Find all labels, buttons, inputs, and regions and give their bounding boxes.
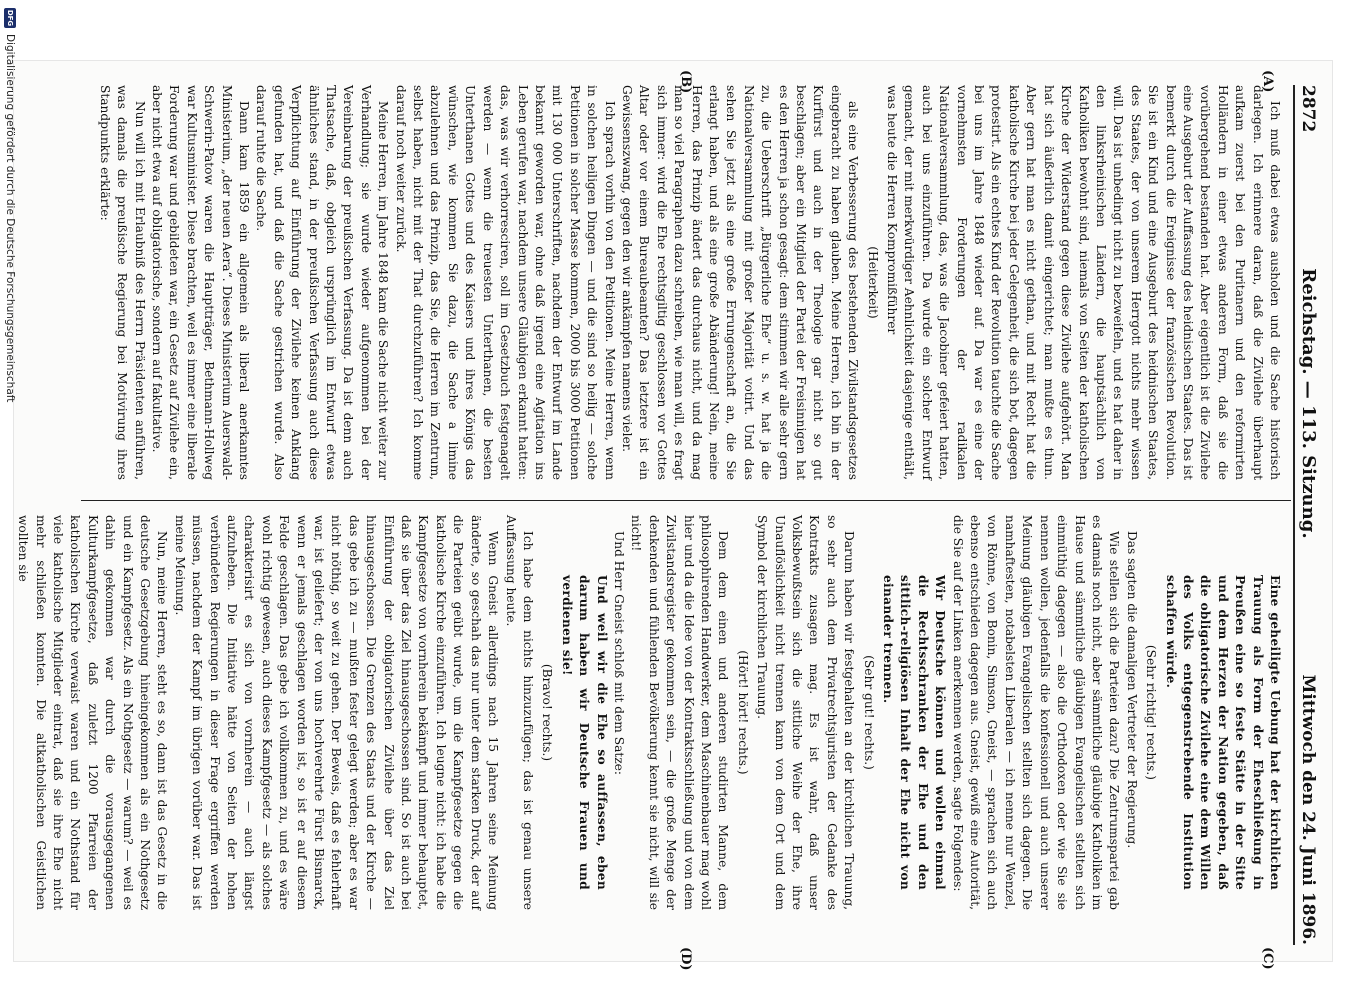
quotation: Eine geheiligte Uebung hat der kirchlichen Trauung als Form der Eheschließung in Preußen eine so feste Stätte in der Sitte und dem Herzen der Nation gegeben, daß die obligatorische Zivilehe eine dem Willen des Volks entgegenstrebende Institution schaffen würde. bbox=[1163, 575, 1282, 890]
margin-marker-c: (C) bbox=[1260, 947, 1275, 970]
quotation: Und weil wir die Ehe so auffassen, eben darum haben wir Deutsche Frauen und verdienen sie! bbox=[559, 575, 609, 890]
paragraph: Dann kam 1859 ein allgemein als liberal anerkanntes Ministerium, „der neuen Aera“. Dieses Ministerium Auerswald-Schwerin-Patow waren die Hauptträger, Bethmann-Hollweg war Kultusminister. Diese brachten, weil es immer eine liberale Forderung war und gebildeten war, ein Gesetz auf Zivilehe ein, aber nicht etwa auf obligatorische, sondern auf fakultative. bbox=[150, 85, 252, 480]
page-header bbox=[1293, 85, 1328, 945]
margin-marker-a: (A) bbox=[1260, 70, 1275, 93]
paragraph: Nun will ich mit Erlaubniß des Herrn Präsidenten anführen, was damals die preußische Regierung bei Motivirung ihres Standpunkts erklärte: bbox=[97, 85, 147, 480]
paragraph: Wenn Gneist allerdings nach 15 Jahren seine Meinung änderte, so geschah das nur unter dem starken Druck, der auf die Parteien geübt wurde, um die Kampfgesetze gegen die katholische Kirche einzuführen. Ich leugne nicht: ich habe die Kampfgesetze von vornherein bekämpft und immer behauptet, daß sie über das Ziel hinausgeschossen sind. So ist auch bei Einführung der obligatorischen Zivilehe über das Ziel hinausgeschossen. Die Grenzen des Staats und der Kirche — das gebe ich zu — mußten fester gelegt werden; aber es war nicht nöthig, so weit zu gehen. Der Beweis, daß es fehlerhaft war, ist geliefert; der von uns hochverehrte Fürst Bismarck, wenn er jemals geschlagen worden ist, so ist er auf diesem Felde geschlagen. Das gebe ich vollkommen zu, und es wäre wohl richtig gewesen, auch dieses Kampfgesetz — als solches charakterisirt es sich von vornherein — auch längst aufzuheben. Die Initiative hätte von Seiten der hohen verbündeten Regierungen in dieser Frage ergriffen werden müssen, nachdem der Kampf im übrigen vorüber war. Das ist meine Meinung. bbox=[172, 515, 501, 910]
session-date: Mittwoch den 24. Juni 1896. bbox=[1298, 674, 1318, 945]
paragraph: Ich muß dabei etwas ausholen und die Sache historisch darlegen. Ich erinnere daran, daß die Zivilehe überhaupt aufkam zuerst bei den Puritanern und den reformirten Holländern in einer etwas anderen Form, daß sie die vorübergehend bestanden hat. Aber eigentlich ist die Zivilehe eine Ausgeburt der Auffassung des heidnischen Staates. Das ist bemerkt durch die Ereignisse der französischen Revolution. Sie ist ein Kind und eine Ausgeburt des heidnischen Staates, des Staates, der von unserem Herrgott nichts mehr wissen will. Das ist unbedingt nicht zu bezweifeln, und es hat daher in den linksrheinischen Ländern, die hauptsächlich von Katholiken bewohnt sind, niemals von Seiten der katholischen Kirche der Widerstand gegen diese Zivilehe aufgehört. Man hat sich äußerlich damit eingerichtet; man mußte es thun. Aber gern hat man es nicht gethan, und mit Recht hat die katholische Kirche bei jeder Gelegenheit, die sich bot, dagegen protestirt. Als ein echtes Kind der Revolution tauchte die Sache bei uns im Jahre 1848 wieder auf. Da war es eine der vornehmsten Forderungen der radikalen Nationalversammlung, das, was die Jacobiner gefeiert hatten, auch bei uns einzuführen. Da wurde ein solcher Entwurf gemacht, der mit merkwürdiger Aehnlichkeit dasjenige enthält, was heute die Herren Kompromißführer bbox=[885, 85, 1282, 481]
paragraph: Wie stellen sich die Parteien dazu? Die Zentrumspartei gab es damals noch nicht, aber sämmtliche gläubige Katholiken im Hause und sämmtliche gläubigen Evangelischen stellten sich einmüthig dagegen — also die Orthodoxen oder wie Sie sie nennen wollen, jedenfalls die konfessionell und auch unserer Meinung gläubigen Evangelischen stellten sich dagegen. Die namhaftesten, notabelsten Liberalen — ich nenne nur Wenzel, von Rönne, von Bonin, Simson, Gneist, — sprachen sich auch ebenso entschieden dagegen aus. Gneist, gewiß eine Autorität, die Sie auf der Linken anerkennen werden, sagte Folgendes: bbox=[950, 515, 1122, 910]
paragraph: Ich habe dem nichts hinzuzufügen; das ist genau unsere Auffassung heute. bbox=[503, 515, 535, 910]
paragraph: Meine Herren, im Jahre 1848 kam die Sache nicht weiter zur Verhandlung; sie wurde wieder aufgenommen bei der Vereinbarung der preußischen Verfassung. Da ist denn auch Thatsache, daß, obgleich ursprünglich im Entwurf etwas ähnliches stand, in der preußischen Verfassung auch diese Verpflichtung auf Einführung der Zivilehe keinen Anklang gefunden hat, und daß die Sache gestrichen wurde. Also darauf ruhte die Sache. bbox=[254, 85, 391, 480]
interjection: (Bravo! rechts.) bbox=[540, 663, 555, 762]
column-divider bbox=[81, 500, 1291, 501]
right-column bbox=[16, 515, 1283, 910]
paragraph: Darum haben wir festgehalten an der kirchlichen Trauung, so sehr auch dem Privatrechtsjuristen der Gedanke des Kontrakts zusagen mag. Es ist wahr, daß unser Volksbewußtsein sich die sittliche Weihe der Ehe, ihre Unauflöslichkeit nicht trennen kann von dem Ort und dem Symbol der kirchlichen Trauung. bbox=[755, 515, 857, 910]
paragraph: Nun, meine Herren, steht es so, dann ist das Gesetz in die deutsche Gesetzgebung hineingekommen als ein Nothgesetz und ein Kampfgesetz. Als ein Nothgesetz — warum? — weil es dahin gekommen war durch die vorausgegangenen Kulturkampfgesetze, daß zuletzt 1200 Pfarreien der katholischen Kirche verwaist waren und ein Nothstand für viele katholische Mitglieder eintrat, daß sie ihre Ehe nicht mehr schließen konnten. Die altkatholischen Geistlichen wollten sie bbox=[16, 515, 170, 910]
paragraph: Das sagten die damaligen Vertreter der Regierung. bbox=[1124, 531, 1139, 849]
paragraph: als eine Verbesserung des bestehenden Zivilstandsgesetzes eingebracht zu haben glauben. Meine Herren, ich bin in der Kurfürst und auch in der Theologie gar nicht so gut beschlagen; aber ein Mitglied der Partei der Freisinnigen hat es den Herren ja schon gesagt: dem stimmen wir alle sehr gern zu, die Ueberschrift „Bürgerliche Ehe“ u. s. w. hat ja die Nationalversammlung mit großer Majorität votirt. Und das sehen Sie jetzt als eine große Errungenschaft an, die Sie erlangt haben, und als eine große Abänderung! Nein, meine Herren, das Prinzip ändert das durchaus nicht, und da mag man so viel Paragraphen dazu schreiben, wie man will, es fragt sich immer: wird die Ehe rechtsgiltig geschlossen vor Gottes Altar oder vor einem Bureaubeamten? Das letztere ist ein Gewissenszwang, gegen den wir ankämpfen namens vieler. bbox=[619, 85, 861, 480]
dfg-logo-icon: DFG bbox=[6, 9, 14, 27]
margin-marker-d: (D) bbox=[678, 947, 693, 971]
interjection: (Sehr gut! rechts.) bbox=[861, 655, 876, 770]
session-title: Reichstag. — 113. Sitzung. bbox=[1298, 268, 1319, 539]
interjection: (Hört! hört! rechts.) bbox=[735, 650, 750, 775]
paragraph: Und Herr Gneist schloß mit dem Satze: bbox=[611, 531, 626, 775]
paragraph: Ich sprach vorhin von den Petitionen. Meine Herren, wenn in solchen heiligen Dingen — und die sind so heilig — solche Petitionen in solcher Masse kommen, 2000 bis 3000 Petitionen mit 130 000 Unterschriften, nachdem der Entwurf im Lande bekannt geworden war, ohne daß irgend eine Agitation ins Leben gerufen war, nachdem unsere Gläubigen erkannt hatten: das, was wir verhorresciren, soll im Gesetzbuch festgenagelt werden — wenn die treuesten Unterthanen, die besten Unterthanen Gottes und des Kaisers und ihres Königs das wünschen, wie kommen Sie dazu, die Sache a limine abzulehnen und das Prinzip, das Sie, die Herren im Zentrum, selbst haben, nicht mit der That durchzuführen? Ich komme darauf noch weiter zurück. bbox=[393, 85, 617, 480]
interjection: (Heiterkeit) bbox=[865, 246, 880, 319]
margin-marker-b: (B) bbox=[678, 70, 693, 94]
page-number: 2872 bbox=[1298, 85, 1318, 133]
paragraph: Dem dem einen und anderen studirten Manne, dem philosophirenden Handwerker, dem Maschinenbauer mag wohl hier und da die Idee von der Kontraktsschließung und von dem Zivilstandsregister gekommen sein, — die große Menge der denkenden und fühlenden Bevölkerung kennt sie nicht, will sie nicht! bbox=[629, 515, 731, 910]
footer-text: Digitalisierung gefördert durch die Deutsche Forschungsgemeinschaft bbox=[4, 34, 16, 403]
quotation: Wir Deutsche können und wollen einmal die Rechtsschranken der Ehe und den sittlich-religiösen Inhalt der Ehe nicht von einander trennen. bbox=[881, 575, 948, 890]
digitization-footer bbox=[0, 0, 20, 1000]
interjection: (Sehr richtig! rechts.) bbox=[1144, 644, 1159, 781]
left-column bbox=[88, 85, 1283, 480]
